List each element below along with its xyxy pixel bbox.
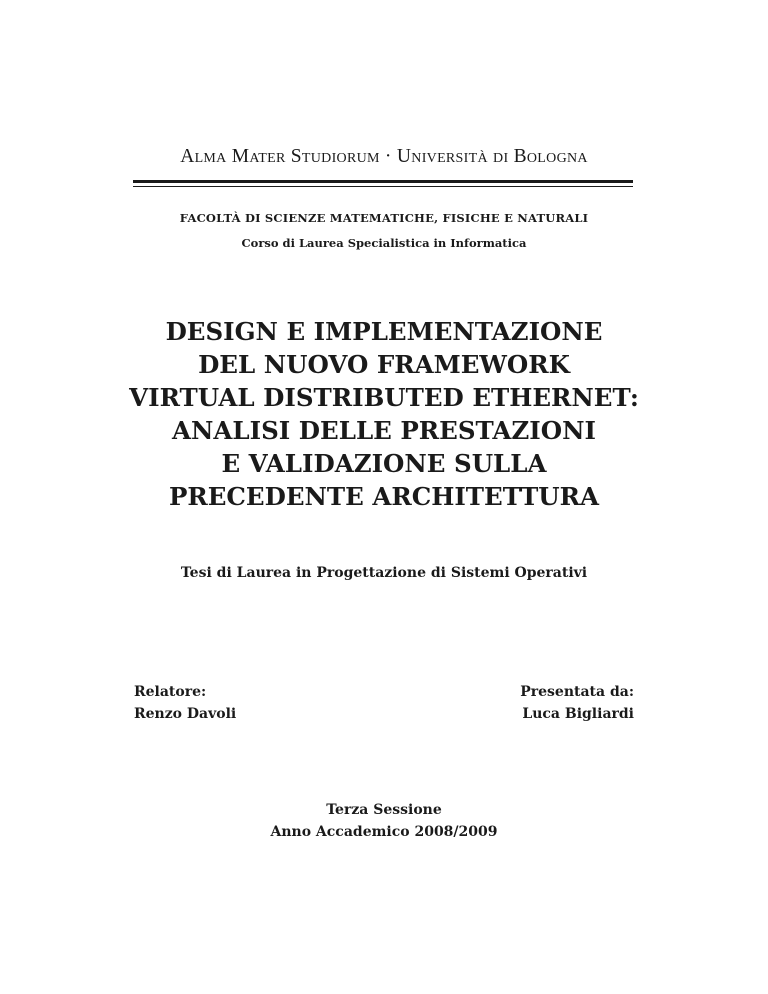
session-term: Terza Sessione [326, 802, 442, 818]
title-line: E VALIDAZIONE SULLA [221, 449, 547, 478]
title-line: VIRTUAL DISTRIBUTED ETHERNET: [129, 383, 639, 412]
session-block [0, 799, 768, 843]
header-rule-thick [133, 180, 633, 183]
supervisor-block [134, 681, 236, 725]
supervisor-label: Relatore: [134, 684, 207, 700]
title-line: ANALISI DELLE PRESTAZIONI [172, 416, 596, 445]
thesis-type: Tesi di Laurea in Progettazione di Sistemi Operativi [180, 565, 588, 581]
supervisor-name: Renzo Davoli [134, 706, 237, 722]
faculty-name: FACOLTÀ DI SCIENZE MATEMATICHE, FISICHE E NATURALI [179, 211, 589, 225]
course-name: Corso di Laurea Specialistica in Informatica [241, 236, 527, 250]
candidate-name: Luca Bigliardi [522, 706, 634, 722]
title-line: PRECEDENTE ARCHITETTURA [168, 482, 600, 511]
academic-year: Anno Accademico 2008/2009 [270, 824, 498, 840]
thesis-title [0, 315, 768, 513]
university-name: Alma Mater Studiorum · Università di Bologna [180, 146, 588, 167]
title-line: DEL NUOVO FRAMEWORK [198, 350, 570, 379]
candidate-block [520, 681, 634, 725]
candidate-label: Presentata da: [520, 684, 634, 700]
header-rule-thin [133, 186, 633, 187]
title-line: DESIGN E IMPLEMENTAZIONE [165, 317, 603, 346]
